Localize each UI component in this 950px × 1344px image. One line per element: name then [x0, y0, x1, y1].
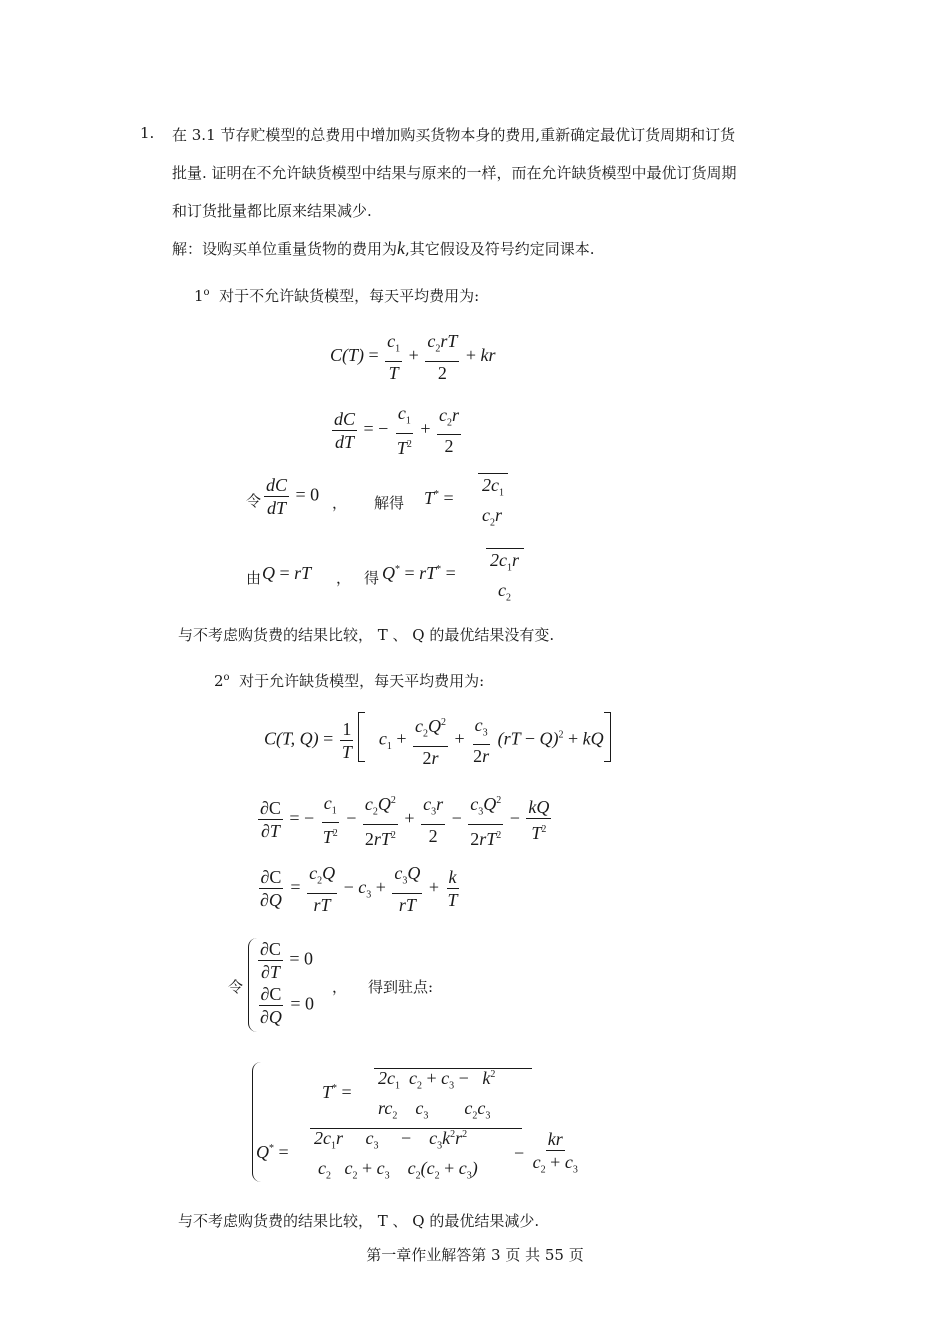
part1-q-den: $c_2$ [498, 580, 511, 604]
part1-get: 得 [364, 569, 380, 587]
part1-label: 1 [194, 287, 204, 305]
part1-heading [194, 285, 479, 306]
part1-label-sup: o [203, 287, 210, 298]
part2-partial-q-equation: $\frac{\partial C}{\partial Q}$ = $\frac{c_2Q}{rT}$ − $c_3$ + $\frac{c_3Q}{rT}$ + $\frac{k}{T}$ [260, 863, 458, 915]
part1-q-sqrt-bar [486, 548, 524, 549]
problem-number: 1. [140, 124, 155, 142]
problem-line-2: 批量. 证明在不允许缺货模型中结果与原来的一样，而在允许缺货模型中最优订货周期 [172, 164, 737, 182]
part1-conclusion: 与不考虑购货费的结果比较， T 、 Q 的最优结果没有变. [178, 626, 555, 644]
part2-conclusion: 与不考虑购货费的结果比较， T 、 Q 的最优结果减少. [178, 1212, 540, 1230]
part2-q-star: Q* = [256, 1142, 289, 1162]
solution-suffix: ,其它假设及符号约定同课本. [405, 240, 595, 258]
problem-line-1: 在 3.1 节存贮模型的总费用中增加购买货物本身的费用,重新确定最优订货周期和订货 [172, 126, 736, 144]
solution-prefix: 解：设购买单位重量货物的费用为 [172, 240, 398, 258]
part1-zero-condition: $\frac{dC}{dT}$ = 0 [266, 475, 320, 518]
part1-by: 由 [246, 569, 262, 587]
part1-q-star: Q* = rT* = [382, 563, 456, 583]
part1-q-relation: Q = rT [262, 563, 312, 583]
part2-partial-t-equation: $\frac{\partial C}{\partial T}$ = − $\frac{c_1}{T^2}$ − $\frac{c_2Q^2}{2rT^2}$ + $\frac{c_3r}{2}$ − $\frac{c_3Q^2}{2rT^2}$ − $\frac{kQ}{T^2}$ [256, 790, 553, 850]
part2-solution-brace [252, 1062, 261, 1182]
part1-let: 令 [246, 492, 262, 510]
part2-system-eq-2: $\frac{\partial C}{\partial Q}$ = 0 [260, 984, 315, 1027]
problem-line-3: 和订货批量都比原来结果减少. [172, 202, 372, 220]
part2-q-tail: − $\frac{kr}{c_2 + c_3}$ [514, 1129, 578, 1176]
part2-t-expression-den: $rc_2$ $c_3$ $c_2c_3$ [378, 1098, 491, 1122]
page-footer: 第一章作业解答第 3 页 共 55 页 [366, 1246, 584, 1264]
part1-derivative-equation: $\frac{dC}{dT}$ = − $\frac{c_1}{T^2}$ + $\frac{c_2r}{2}$ [334, 403, 460, 458]
part1-t-num: $2c_1$ [482, 475, 504, 499]
part2-q-expression-den: $c_2$ $c_2 + c_3$ $c_2(c_2 + c_3)$ [318, 1158, 478, 1182]
solution-var: k [397, 238, 406, 258]
part2-t-expression: $2c_1$ $c_2 + c_3 - k^2$ [378, 1068, 496, 1092]
part2-label: 2 [214, 672, 224, 690]
part1-t-star: T* = [424, 488, 454, 508]
part2-system-eq-1: $\frac{\partial C}{\partial T}$ = 0 [260, 939, 314, 982]
part2-text: 对于允许缺货模型，每天平均费用为: [239, 672, 485, 690]
part2-let: 令 [228, 978, 244, 996]
part1-q-num: $2c_1r$ [490, 550, 520, 574]
part2-t-star: T* = [322, 1082, 352, 1102]
part2-stationary: 得到驻点: [368, 978, 434, 996]
part1-solve: 解得 [374, 494, 405, 512]
part2-label-sup: o [223, 672, 230, 683]
part2-cost-equation: C(T, Q) = $\frac{1}{T}$ $c_1$ + $\frac{c_2Q^2}{2r}$ + $\frac{c_3}{2r}$ (rT − Q)$^2$ + kQ [264, 712, 604, 769]
part2-q-expression: $2c_1r$ $c_3$ − $c_3k^2r^2$ [314, 1128, 468, 1152]
part2-left-bracket [358, 712, 365, 762]
part1-comma: ， [332, 494, 348, 512]
part1-cost-equation: C(T) = $\frac{c_1}{T}$ + $\frac{c_2rT}{2}$ + kr [330, 331, 496, 383]
part2-comma: ， [332, 978, 348, 996]
part1-t-den: $c_2r$ [482, 505, 503, 529]
part2-right-bracket [604, 712, 611, 762]
part1-text: 对于不允许缺货模型，每天平均费用为: [219, 287, 480, 305]
part2-heading [214, 670, 484, 691]
part1-comma-2: ， [336, 569, 352, 587]
part1-t-sqrt-bar [478, 473, 508, 474]
solution-intro [172, 238, 595, 259]
